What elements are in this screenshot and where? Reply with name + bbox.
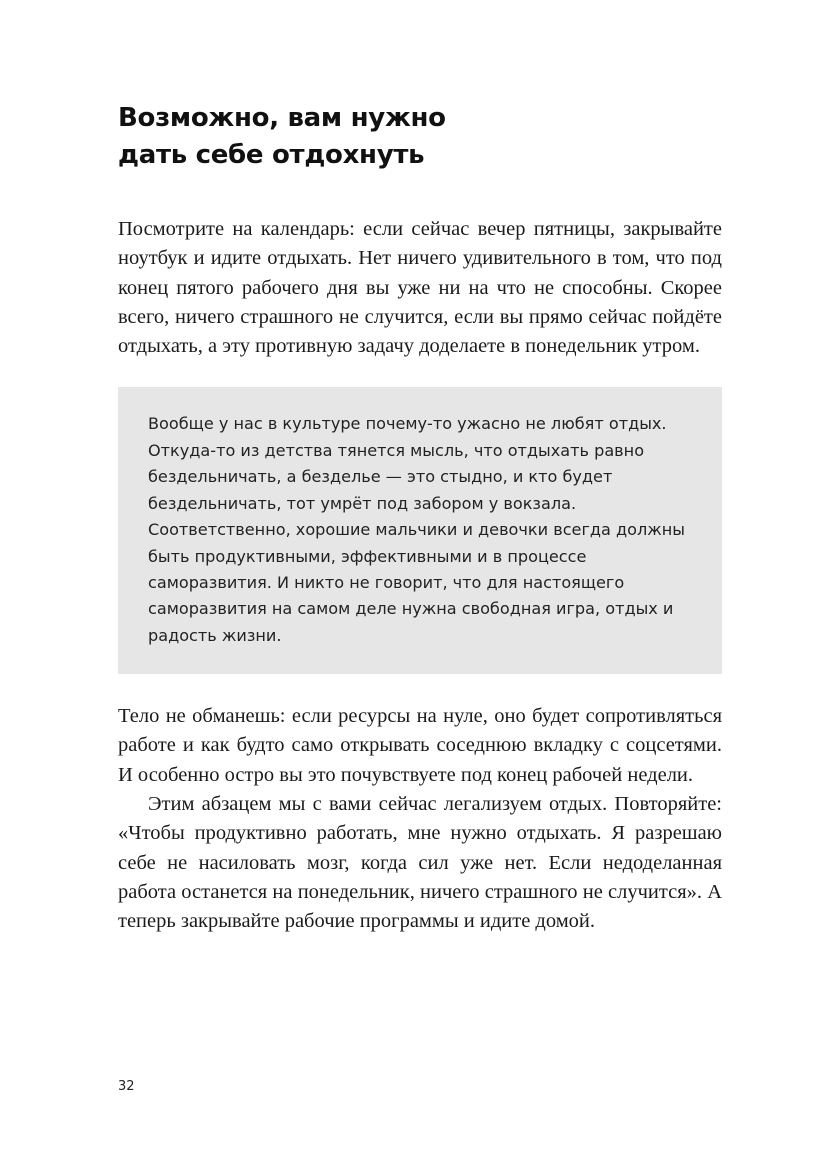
intro-paragraph: Посмотрите на календарь: если сейчас вечер пятницы, закрывайте ноутбук и идите отдыхать. Нет ничего удивительного в том, что под конец пятого рабочего дня вы уже ни на что не способны. Скорее всего, ничего страшного не случится, если вы прямо сейчас пойдёте отдыхать, а эту противную задачу доделаете в понедельник утром. [118,218,722,358]
heading-line-2: дать себе отдохнуть [118,140,425,170]
body-paragraph-1: Тело не обманешь: если ресурсы на нуле, оно будет сопротивляться работе и как будто само открывать соседнюю вкладку с соцсетями. И особенно остро вы это почувствуете под конец рабочей недели. [118,705,722,786]
body-paragraph-2: Этим абзацем мы с вами сейчас легализуем отдых. Повторяйте: «Чтобы продуктивно работать, мне нужно отдыхать. Я разрешаю себе не насиловать мозг, когда сил уже нет. Если недоделанная работа останется на понедельник, ничего страшного не случится». А теперь закрывайте рабочие программы и идите домой. [118,793,722,933]
callout-box [118,387,722,674]
page-number: 32 [118,1079,135,1094]
heading-line-1: Возможно, вам нужно [118,103,446,133]
callout-paragraph: Вообще у нас в культуре почему-то ужасно не любят отдых. Откуда-то из детства тянется мысль, что отдыхать равно бездельничать, а безделье — это стыдно, и кто будет бездельничать, тот умрёт под забором у вокзала. Соответственно, хорошие мальчики и девочки всегда должны быть продуктивными, эффективными и в процессе саморазвития. И никто не говорит, что для настоящего саморазвития на самом деле нужна свободная игра, отдых и радость жизни. [148,414,685,645]
page-content [118,100,722,937]
section-heading [118,100,722,174]
